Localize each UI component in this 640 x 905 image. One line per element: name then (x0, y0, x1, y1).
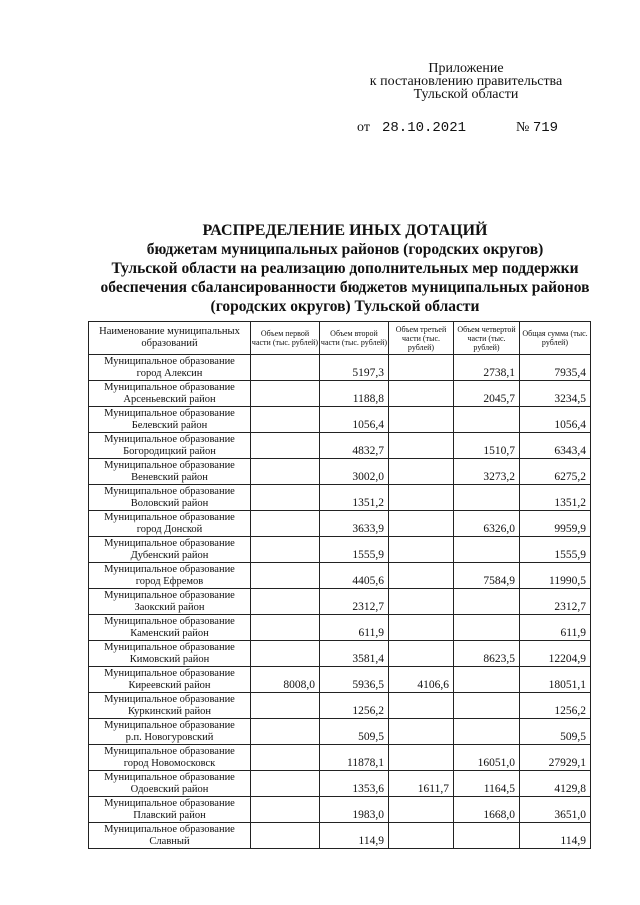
table-row (89, 433, 591, 459)
table-row (89, 511, 591, 537)
total-cell: 1056,4 (520, 407, 591, 433)
municipality-type: Муниципальное образование (104, 382, 235, 393)
table-row (89, 615, 591, 641)
value-cell-v4: 8623,5 (454, 641, 520, 667)
value-cell-v3 (389, 615, 454, 641)
value-cell-v2: 1353,6 (320, 771, 389, 797)
value-cell-v2: 1983,0 (320, 797, 389, 823)
municipality-type: Муниципальное образование (104, 824, 235, 835)
table-row (89, 589, 591, 615)
table-row (89, 797, 591, 823)
municipality-title: Дубенский район (130, 549, 209, 561)
municipality-title: город Новомосковск (123, 757, 216, 769)
municipality-type: Муниципальное образование (104, 616, 235, 627)
municipality-title: Плавский район (133, 809, 206, 821)
total-cell: 4129,8 (520, 771, 591, 797)
value-cell-v1 (251, 771, 320, 797)
value-cell-v4: 2738,1 (454, 355, 520, 381)
municipality-type: Муниципальное образование (104, 564, 235, 575)
municipality-title: Куркинский район (127, 705, 212, 717)
municipality-title: город Ефремов (135, 575, 204, 587)
table-row (89, 641, 591, 667)
value-cell-v2: 1188,8 (320, 381, 389, 407)
value-cell-v3 (389, 719, 454, 745)
municipality-name (89, 355, 251, 381)
value-cell-v4: 1668,0 (454, 797, 520, 823)
total-cell: 114,9 (520, 823, 591, 849)
value-cell-v4: 16051,0 (454, 745, 520, 771)
value-cell-v2: 2312,7 (320, 589, 389, 615)
municipality-title: Одоевский район (130, 783, 209, 795)
column-header: Наименование муниципальных образований (89, 322, 251, 355)
total-cell: 6343,4 (520, 433, 591, 459)
value-cell-v4: 1164,5 (454, 771, 520, 797)
value-cell-v3 (389, 511, 454, 537)
value-cell-v3 (389, 433, 454, 459)
value-cell-v1 (251, 719, 320, 745)
municipality-title: Белевский район (131, 419, 208, 431)
value-cell-v4 (454, 615, 520, 641)
title-line: (городских округов) Тульской области (210, 298, 480, 315)
appendix-block (356, 62, 576, 101)
value-cell-v1 (251, 355, 320, 381)
value-cell-v2: 611,9 (320, 615, 389, 641)
value-cell-v2: 1351,2 (320, 485, 389, 511)
value-cell-v2: 1555,9 (320, 537, 389, 563)
value-cell-v3 (389, 745, 454, 771)
total-cell: 2312,7 (520, 589, 591, 615)
municipality-title: Арсеньевский район (123, 393, 216, 405)
municipality-name (89, 485, 251, 511)
value-cell-v2: 1056,4 (320, 407, 389, 433)
total-cell: 1555,9 (520, 537, 591, 563)
municipality-type: Муниципальное образование (104, 746, 235, 757)
value-cell-v1 (251, 615, 320, 641)
value-cell-v3 (389, 537, 454, 563)
title-line: обеспечения сбалансированности бюджетов муниципальных районов (100, 279, 590, 296)
value-cell-v2: 114,9 (320, 823, 389, 849)
value-cell-v2: 4405,6 (320, 563, 389, 589)
value-cell-v3 (389, 589, 454, 615)
total-cell: 7935,4 (520, 355, 591, 381)
value-cell-v1 (251, 433, 320, 459)
value-cell-v2: 3002,0 (320, 459, 389, 485)
table-row (89, 745, 591, 771)
table-row (89, 823, 591, 849)
municipality-title: Каменский район (130, 627, 209, 639)
total-cell: 9959,9 (520, 511, 591, 537)
value-cell-v4 (454, 667, 520, 693)
value-cell-v1 (251, 537, 320, 563)
appendix-line: к постановлению правительства (369, 74, 563, 89)
value-cell-v1 (251, 511, 320, 537)
value-cell-v4: 3273,2 (454, 459, 520, 485)
total-cell: 509,5 (520, 719, 591, 745)
municipality-name (89, 797, 251, 823)
value-cell-v1 (251, 407, 320, 433)
value-cell-v4 (454, 407, 520, 433)
table-row (89, 771, 591, 797)
total-cell: 611,9 (520, 615, 591, 641)
table-row (89, 459, 591, 485)
municipality-name (89, 771, 251, 797)
total-cell: 12204,9 (520, 641, 591, 667)
table-body (89, 355, 591, 849)
value-cell-v2: 4832,7 (320, 433, 389, 459)
municipality-type: Муниципальное образование (104, 512, 235, 523)
value-cell-v2: 3581,4 (320, 641, 389, 667)
value-cell-v4 (454, 485, 520, 511)
municipality-name (89, 719, 251, 745)
number-prefix: № (516, 120, 530, 135)
decree-date: 28.10.2021 (382, 120, 467, 136)
table-row (89, 563, 591, 589)
municipality-type: Муниципальное образование (104, 538, 235, 549)
value-cell-v3 (389, 459, 454, 485)
appendix-line: Приложение (428, 61, 504, 76)
value-cell-v3 (389, 563, 454, 589)
document-title (60, 221, 630, 316)
municipality-name (89, 511, 251, 537)
column-header: Объем третьей части (тыс. рублей) (389, 322, 454, 355)
value-cell-v1 (251, 589, 320, 615)
subsidy-table (88, 321, 591, 849)
municipality-name (89, 537, 251, 563)
column-header: Объем первой части (тыс. рублей) (251, 322, 320, 355)
total-cell: 3651,0 (520, 797, 591, 823)
value-cell-v2: 5936,5 (320, 667, 389, 693)
value-cell-v1 (251, 797, 320, 823)
value-cell-v3 (389, 355, 454, 381)
municipality-title: Киреевский район (128, 679, 211, 691)
municipality-type: Муниципальное образование (104, 642, 235, 653)
value-cell-v1 (251, 745, 320, 771)
municipality-type: Муниципальное образование (104, 798, 235, 809)
value-cell-v3 (389, 485, 454, 511)
municipality-name (89, 823, 251, 849)
municipality-type: Муниципальное образование (104, 720, 235, 731)
value-cell-v2: 11878,1 (320, 745, 389, 771)
table-header-row (89, 322, 591, 355)
title-line: Тульской области на реализацию дополнительных мер поддержки (111, 260, 579, 277)
value-cell-v4 (454, 693, 520, 719)
municipality-name (89, 381, 251, 407)
municipality-name (89, 667, 251, 693)
municipality-title: Воловский район (130, 497, 209, 509)
value-cell-v1 (251, 459, 320, 485)
value-cell-v4 (454, 589, 520, 615)
municipality-type: Муниципальное образование (104, 408, 235, 419)
table-row (89, 693, 591, 719)
value-cell-v4: 7584,9 (454, 563, 520, 589)
table-row (89, 485, 591, 511)
total-cell: 3234,5 (520, 381, 591, 407)
municipality-name (89, 615, 251, 641)
municipality-name (89, 407, 251, 433)
table-row (89, 355, 591, 381)
municipality-name (89, 563, 251, 589)
total-cell: 6275,2 (520, 459, 591, 485)
table-row (89, 719, 591, 745)
value-cell-v2: 1256,2 (320, 693, 389, 719)
value-cell-v3 (389, 407, 454, 433)
municipality-title: р.п. Новогуровский (125, 731, 214, 743)
value-cell-v4: 2045,7 (454, 381, 520, 407)
value-cell-v3: 1611,7 (389, 771, 454, 797)
value-cell-v1 (251, 693, 320, 719)
municipality-title: город Алексин (136, 367, 203, 379)
total-cell: 1256,2 (520, 693, 591, 719)
column-header: Общая сумма (тыс. рублей) (520, 322, 591, 355)
value-cell-v1 (251, 641, 320, 667)
value-cell-v2: 3633,9 (320, 511, 389, 537)
municipality-name (89, 641, 251, 667)
municipality-type: Муниципальное образование (104, 486, 235, 497)
municipality-title: Веневский район (131, 471, 208, 483)
value-cell-v4: 6326,0 (454, 511, 520, 537)
municipality-type: Муниципальное образование (104, 772, 235, 783)
total-cell: 11990,5 (520, 563, 591, 589)
column-header: Объем четвертой части (тыс. рублей) (454, 322, 520, 355)
table-row (89, 667, 591, 693)
value-cell-v4: 1510,7 (454, 433, 520, 459)
table-row (89, 537, 591, 563)
value-cell-v4 (454, 537, 520, 563)
value-cell-v3 (389, 797, 454, 823)
municipality-title: Богородицкий район (123, 445, 216, 457)
municipality-type: Муниципальное образование (104, 460, 235, 471)
total-cell: 27929,1 (520, 745, 591, 771)
value-cell-v3 (389, 641, 454, 667)
value-cell-v2: 509,5 (320, 719, 389, 745)
municipality-name (89, 745, 251, 771)
decree-number: 719 (532, 120, 559, 136)
value-cell-v3 (389, 381, 454, 407)
municipality-type: Муниципальное образование (104, 590, 235, 601)
column-header: Объем второй части (тыс. рублей) (320, 322, 389, 355)
municipality-type: Муниципальное образование (104, 434, 235, 445)
municipality-name (89, 433, 251, 459)
municipality-type: Муниципальное образование (104, 668, 235, 679)
total-cell: 1351,2 (520, 485, 591, 511)
decree-date-number (357, 120, 559, 136)
title-line: бюджетам муниципальных районов (городских округов) (146, 241, 544, 258)
municipality-title: город Донской (136, 523, 203, 535)
value-cell-v1 (251, 485, 320, 511)
value-cell-v3 (389, 693, 454, 719)
title-line: РАСПРЕДЕЛЕНИЕ ИНЫХ ДОТАЦИЙ (202, 222, 488, 239)
municipality-type: Муниципальное образование (104, 694, 235, 705)
municipality-type: Муниципальное образование (104, 356, 235, 367)
municipality-name (89, 693, 251, 719)
municipality-name (89, 589, 251, 615)
appendix-line: Тульской области (413, 87, 519, 102)
municipality-title: Кимовский район (129, 653, 210, 665)
value-cell-v1 (251, 381, 320, 407)
date-prefix: от (357, 120, 370, 135)
table-row (89, 407, 591, 433)
municipality-name (89, 459, 251, 485)
value-cell-v1 (251, 823, 320, 849)
value-cell-v2: 5197,3 (320, 355, 389, 381)
total-cell: 18051,1 (520, 667, 591, 693)
table-row (89, 381, 591, 407)
municipality-title: Заокский район (134, 601, 205, 613)
value-cell-v3 (389, 823, 454, 849)
value-cell-v3: 4106,6 (389, 667, 454, 693)
municipality-title: Славный (149, 835, 190, 847)
value-cell-v1 (251, 563, 320, 589)
value-cell-v1: 8008,0 (251, 667, 320, 693)
value-cell-v4 (454, 719, 520, 745)
value-cell-v4 (454, 823, 520, 849)
